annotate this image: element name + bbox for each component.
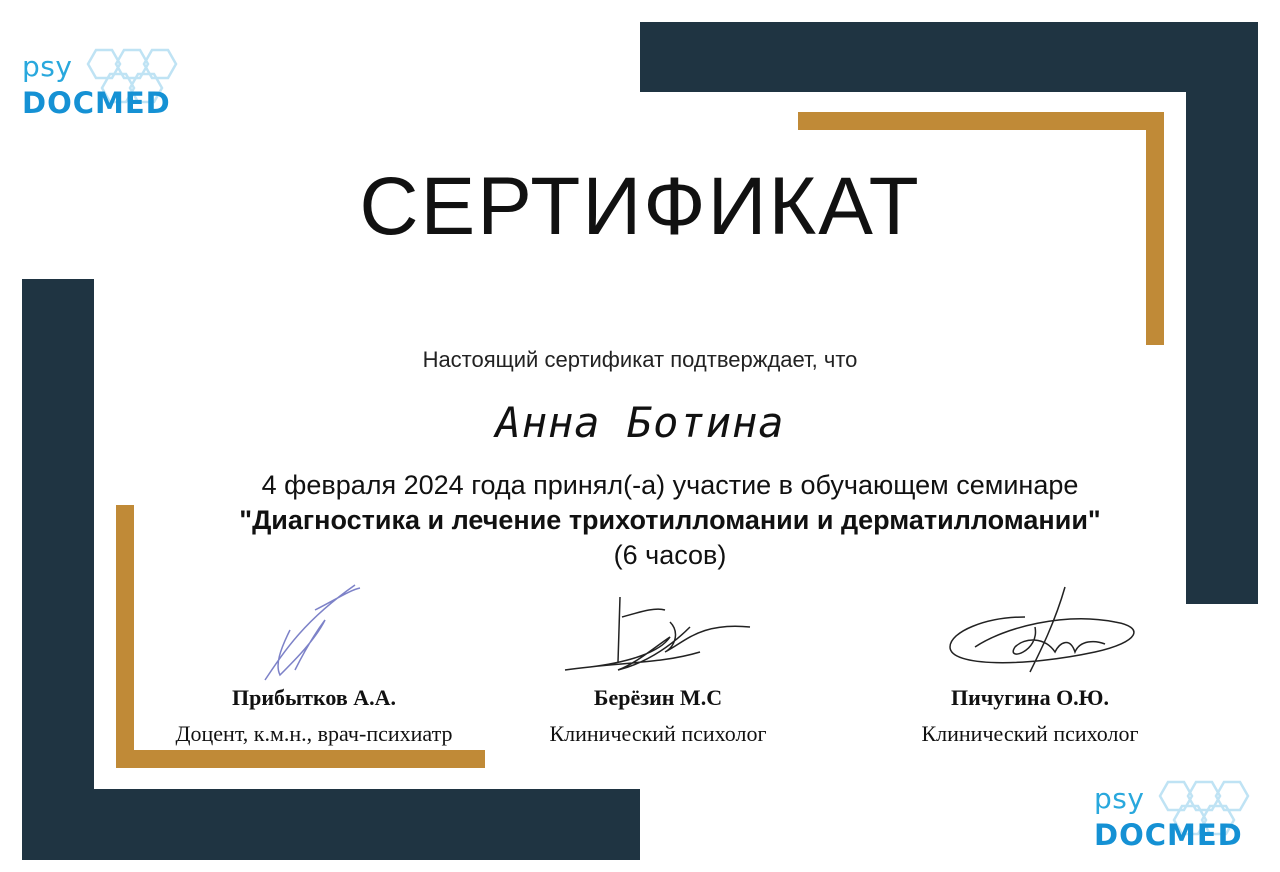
signer-2 (468, 685, 848, 747)
signer-name: Прибытков А.А. (231, 685, 396, 710)
certificate-title: СЕРТИФИКАТ (359, 161, 921, 252)
logo-docmed-text: DOCMED (1094, 818, 1243, 852)
logo-docmed-text: DOCMED (22, 86, 171, 120)
logo-psy-text: psy (22, 50, 73, 83)
recipient-name: Анна Ботина (495, 398, 785, 447)
participation-text: 4 февраля 2024 года принял(-а) участие в обучающем семинаре (261, 470, 1079, 500)
signer-role: Клинический психолог (921, 721, 1139, 746)
duration-text: (6 часов) (613, 540, 727, 570)
seminar-title: "Диагностика и лечение трихотилломании и дерматилломании" (239, 505, 1101, 535)
signer-3 (840, 685, 1220, 747)
signature-1 (255, 580, 375, 690)
confirm-text: Настоящий сертификат подтверждает, что (422, 347, 858, 372)
signer-role: Доцент, к.м.н., врач-психиатр (175, 721, 453, 746)
signer-role: Клинический психолог (549, 721, 767, 746)
signer-1 (124, 685, 504, 747)
logo-psy-text: psy (1094, 782, 1145, 815)
psydocmed-logo-top (22, 50, 202, 140)
signature-3 (945, 582, 1145, 682)
signature-2 (560, 592, 760, 682)
signer-name: Берёзин М.С (593, 685, 723, 710)
psydocmed-logo-bottom (1094, 782, 1274, 872)
signer-name: Пичугина О.Ю. (951, 685, 1109, 710)
